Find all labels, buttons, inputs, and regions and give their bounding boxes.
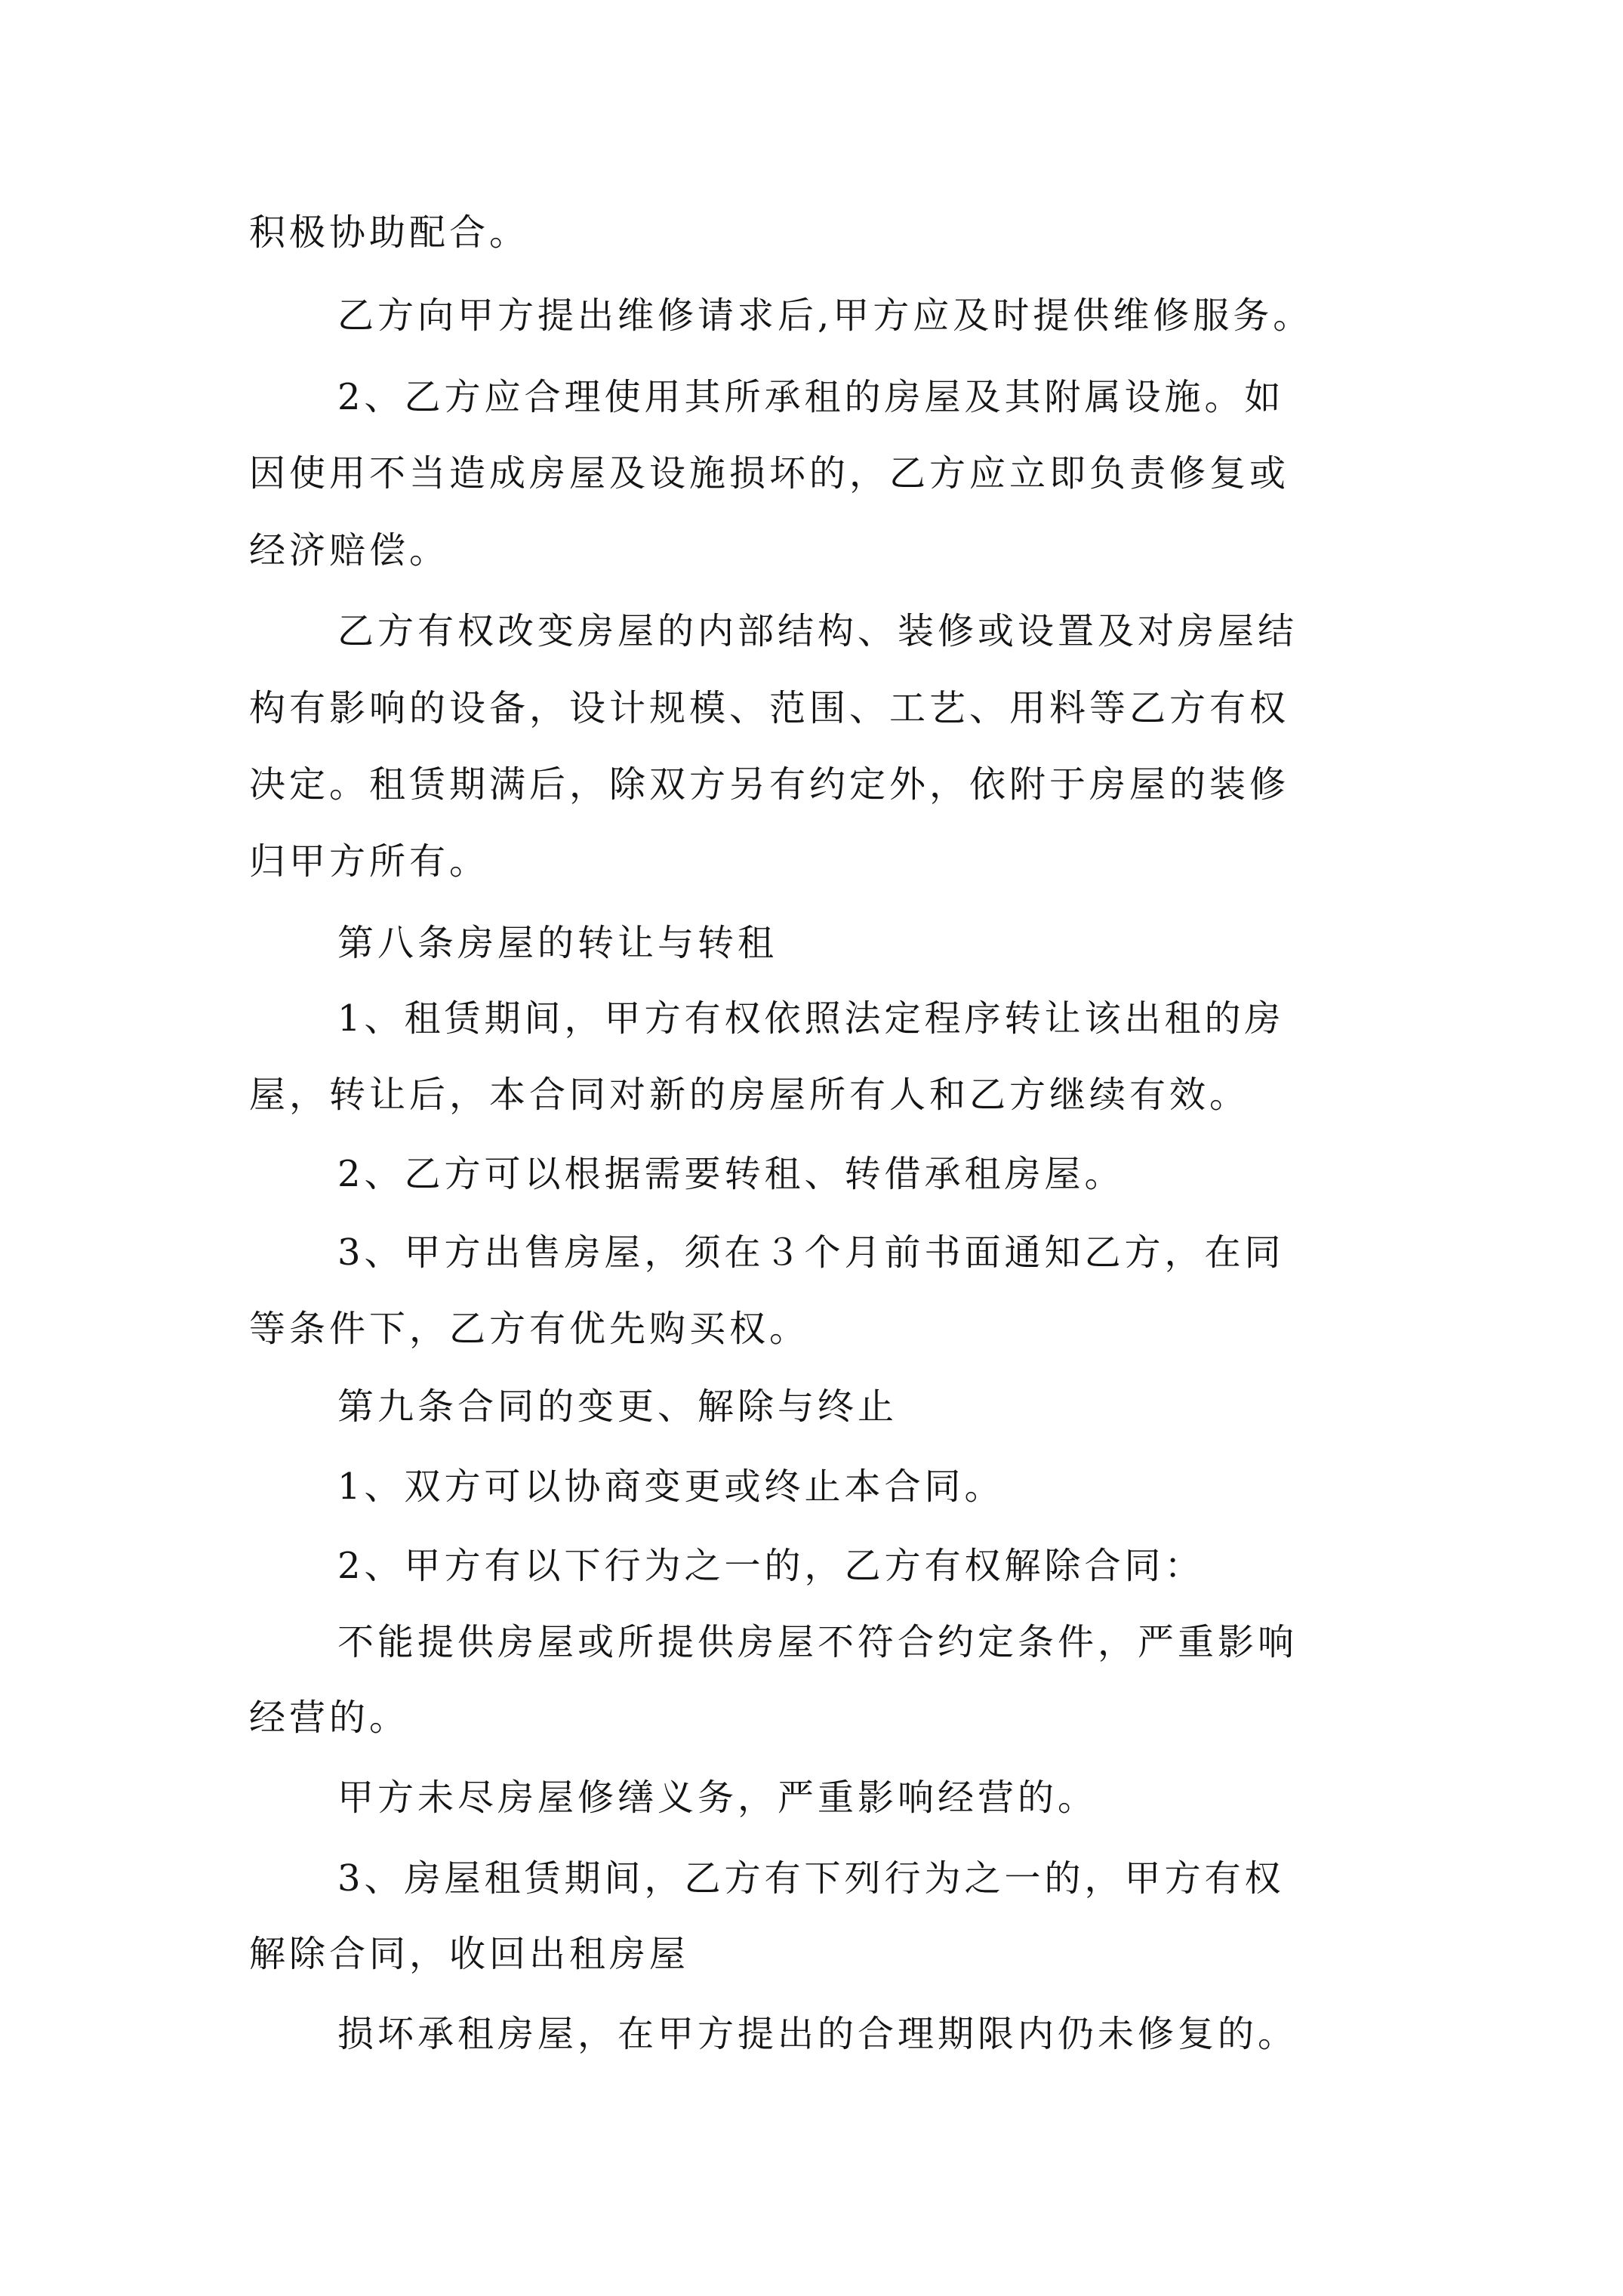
- text-line-20: 经营的。: [249, 1697, 410, 1739]
- text-line-21: 甲方未尽房屋修缮义务，严重影响经营的。: [337, 1777, 1098, 1819]
- text-line-12: 屋，转让后，本合同对新的房屋所有人和乙方继续有效。: [249, 1074, 1250, 1116]
- text-line-22: 3、房屋租赁期间，乙方有下列行为之一的，甲方有权: [337, 1857, 1285, 1900]
- section-heading-9: 第九条合同的变更、解除与终止: [337, 1385, 898, 1428]
- text-line-18: 2、甲方有以下行为之一的，乙方有权解除合同：: [337, 1545, 1205, 1587]
- section-heading-8: 第八条房屋的转让与转租: [337, 922, 778, 964]
- text-line-15: 等条件下，乙方有优先购买权。: [249, 1308, 810, 1350]
- text-line-7: 构有影响的设备，设计规模、范围、工艺、用料等乙方有权: [249, 687, 1290, 729]
- text-line-6: 乙方有权改变房屋的内部结构、装修或设置及对房屋结: [337, 610, 1298, 652]
- text-line-24: 损坏承租房屋，在甲方提出的合理期限内仍未修复的。: [337, 2013, 1298, 2055]
- text-line-23: 解除合同，收回出租房屋: [249, 1933, 690, 1975]
- text-line-4: 因使用不当造成房屋及设施损坏的，乙方应立即负责修复或: [249, 452, 1290, 495]
- text-line-1: 积极协助配合。: [249, 211, 530, 254]
- text-line-3: 2、乙方应合理使用其所承租的房屋及其附属设施。如: [337, 376, 1285, 418]
- text-line-13: 2、乙方可以根据需要转租、转借承租房屋。: [337, 1153, 1125, 1195]
- text-line-2: 乙方向甲方提出维修请求后,甲方应及时提供维修服务。: [337, 294, 1313, 337]
- text-line-14: 3、甲方出售房屋，须在３个月前书面通知乙方，在同: [337, 1231, 1285, 1274]
- text-line-17: 1、双方可以协商变更或终止本合同。: [337, 1465, 1005, 1508]
- text-line-8: 决定。租赁期满后，除双方另有约定外，依附于房屋的装修: [249, 763, 1290, 806]
- text-line-5: 经济赔偿。: [249, 529, 450, 572]
- text-line-11: 1、租赁期间，甲方有权依照法定程序转让该出租的房: [337, 997, 1285, 1040]
- text-line-9: 归甲方所有。: [249, 840, 490, 883]
- text-line-19: 不能提供房屋或所提供房屋不符合约定条件，严重影响: [337, 1621, 1298, 1663]
